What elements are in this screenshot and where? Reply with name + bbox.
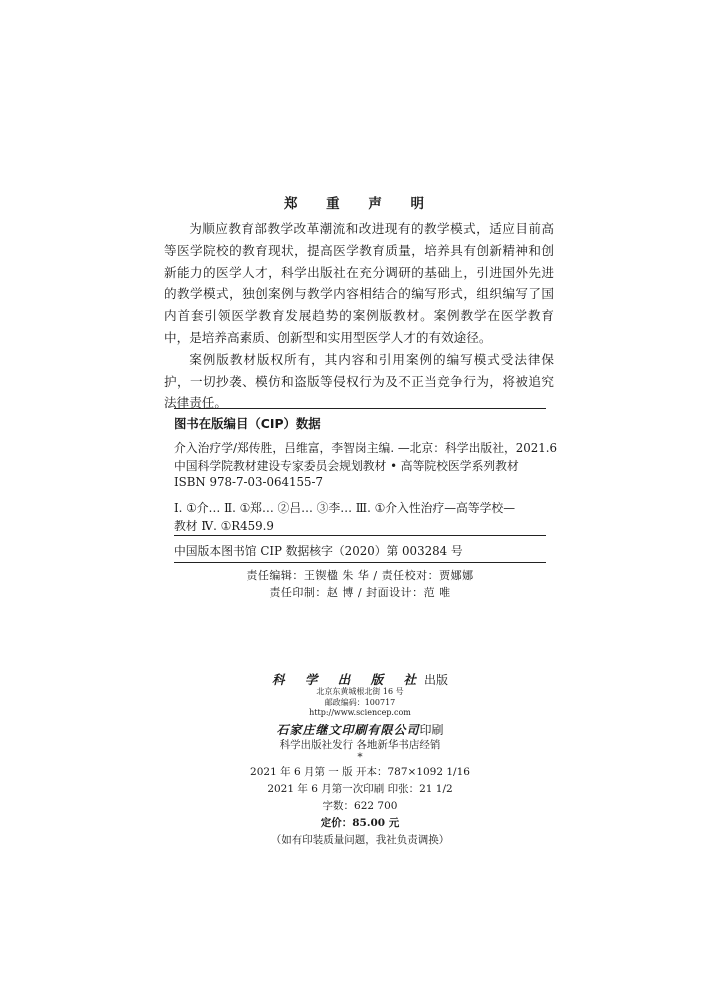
declaration-title: 郑 重 声 明 bbox=[283, 196, 437, 212]
quality-note: （如有印装质量问题，我社负责调换） bbox=[270, 834, 450, 846]
publisher-postcode: 邮政编码：100717 bbox=[324, 698, 396, 707]
cip-classification-2: 教材 Ⅳ. ①R459.9 bbox=[174, 519, 274, 533]
edition-line: 2021 年 6 月第 一 版 开本：787×1092 1/16 bbox=[250, 766, 470, 778]
price-label: 定价： bbox=[320, 817, 353, 829]
cip-line-2: 中国科学院教材建设专家委员会规划教材 • 高等院校医学系列教材 bbox=[174, 459, 519, 473]
publisher-suffix: 出版 bbox=[423, 673, 448, 687]
declaration-paragraph-1: 为顺应教育部教学改革潮流和改进现有的教学模式，适应目前高等医学院校的教育现状，提高医学教育质量，培养具有创新精神和创新能力的医学人才，科学出版社在充分调研的基础上，引进国外先进的教学模式，独创案例与教学内容相结合的编写形式，组织编写了国内首套引领医学教育发展趋势的案例版教材。案例教学在医学教育中，是培养高素质、创新型和实用型医学人才的有效途径。 bbox=[164, 221, 554, 345]
printing-line: 2021 年 6 月第一次印刷 印张：21 1/2 bbox=[267, 783, 453, 795]
publisher-website: http://www.sciencep.com bbox=[309, 708, 411, 717]
cip-line-1: 介入治疗学/郑传胜，吕维富，李智岗主编. —北京：科学出版社，2021.6 bbox=[174, 441, 558, 455]
declaration-body bbox=[164, 218, 554, 414]
printer-name: 石家庄继文印刷有限公司 bbox=[276, 723, 420, 737]
printer-line bbox=[0, 719, 720, 738]
credits-line-2: 责任印制：赵 博 / 封面设计：范 唯 bbox=[269, 586, 451, 599]
cip-top-rule bbox=[174, 408, 546, 409]
printer-suffix: 印刷 bbox=[419, 723, 444, 737]
credits-line-1: 责任编辑：王锲楹 朱 华 / 责任校对：贾娜娜 bbox=[246, 569, 474, 582]
cip-mid-rule bbox=[174, 535, 546, 536]
price-value: 85.00 元 bbox=[352, 817, 400, 829]
cip-bottom-rule bbox=[174, 562, 546, 563]
price-line bbox=[0, 815, 720, 830]
cip-line-3: ISBN 978-7-03-064155-7 bbox=[174, 475, 323, 489]
distribution-line: 科学出版社发行 各地新华书店经销 bbox=[279, 739, 441, 751]
separator-mark: * bbox=[357, 751, 363, 763]
cip-classification-1: Ⅰ. ①介… Ⅱ. ①郑… ②吕… ③李… Ⅲ. ①介入性治疗—高等学校— bbox=[174, 501, 516, 515]
cip-number: 中国版本图书馆 CIP 数据核字（2020）第 003284 号 bbox=[174, 544, 463, 558]
publisher-name: 科 学 出 版 社 bbox=[272, 672, 424, 687]
publisher-address: 北京东黄城根北街 16 号 bbox=[316, 687, 404, 696]
cip-title: 图书在版编目（CIP）数据 bbox=[174, 416, 321, 431]
declaration-paragraph-2: 案例版教材版权所有，其内容和引用案例的编写模式受法律保护，一切抄袭、模仿和盗版等侵权行为及不正当竞争行为，将被追究法律责任。 bbox=[164, 351, 554, 411]
word-count: 字数：622 700 bbox=[322, 800, 398, 812]
